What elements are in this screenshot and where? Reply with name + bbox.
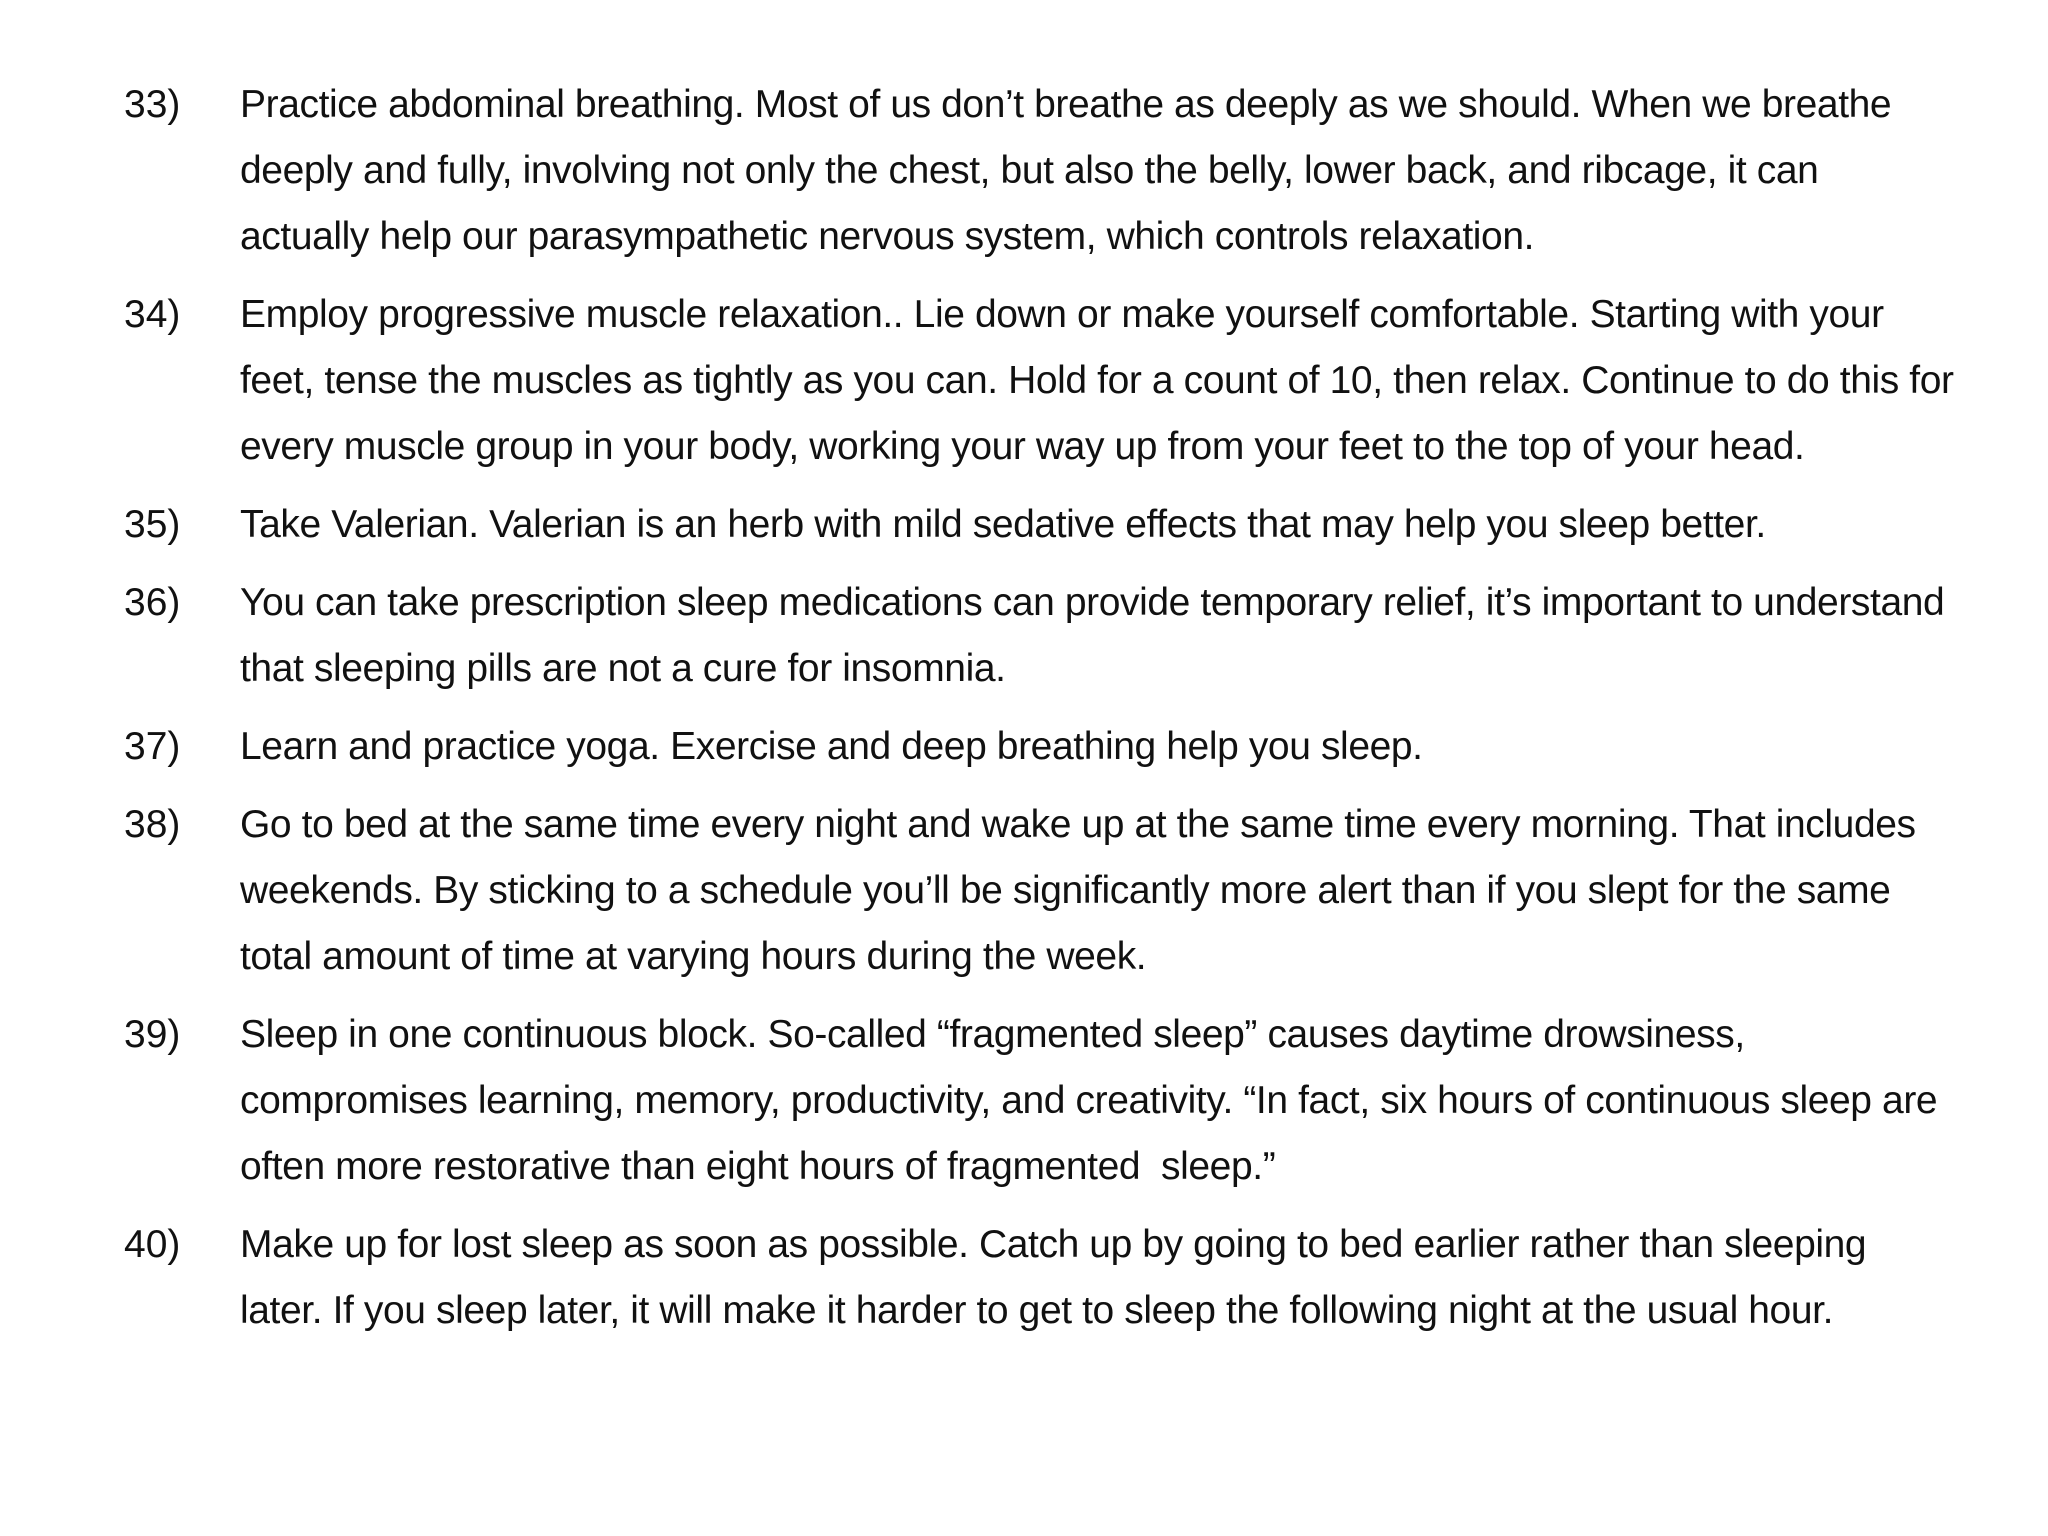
item-text: Take Valerian. Valerian is an herb with mild sedative effects that may help you sleep better.	[240, 503, 1766, 546]
item-text: Practice abdominal breathing. Most of us don’t breathe as deeply as we should. When we breathe deeply and fully, involving not only the chest, but also the belly, lower back, and ribcage, it can actually help our parasympathetic nervous system, which controls relaxation.	[240, 83, 1902, 258]
item-number: 35)	[124, 503, 181, 546]
item-text: Sleep in one continuous block. So-called “fragmented sleep” causes daytime drowsiness, compromises learning, memory, productivity, and creativity. “In fact, six hours of continuous sleep are often more restorative than eight hours of fragmented sleep.”	[240, 1013, 1948, 1188]
list-item	[124, 792, 1954, 990]
list-item	[124, 1002, 1954, 1200]
item-text: Make up for lost sleep as soon as possible. Catch up by going to bed earlier rather than sleeping later. If you sleep later, it will make it harder to get to sleep the following night at the usual hour.	[240, 1223, 1877, 1332]
list-item	[124, 570, 1954, 702]
item-number: 36)	[124, 581, 181, 624]
item-number: 37)	[124, 725, 181, 768]
list-item	[124, 72, 1954, 270]
list-item	[124, 714, 1954, 780]
item-text: Learn and practice yoga. Exercise and deep breathing help you sleep.	[240, 725, 1423, 768]
item-number: 34)	[124, 293, 181, 336]
list-item	[124, 282, 1965, 480]
item-number: 40)	[124, 1223, 181, 1266]
item-number: 38)	[124, 803, 181, 846]
sleep-tips-list	[124, 72, 1965, 1356]
item-number: 33)	[124, 83, 181, 126]
list-item	[124, 492, 1954, 558]
item-number: 39)	[124, 1013, 181, 1056]
item-text: Employ progressive muscle relaxation.. Lie down or make yourself comfortable. Starting with your feet, tense the muscles as tightly as you can. Hold for a count of 10, then relax. Continue to do this for every muscle group in your body, working your way up from your feet to the top of your head.	[240, 293, 1965, 468]
list-item	[124, 1212, 1954, 1344]
item-text: You can take prescription sleep medications can provide temporary relief, it’s important to understand that sleeping pills are not a cure for insomnia.	[240, 581, 1955, 690]
item-text: Go to bed at the same time every night and wake up at the same time every morning. That includes weekends. By sticking to a schedule you’ll be significantly more alert than if you slept for the same total amount of time at varying hours during the week.	[240, 803, 1927, 978]
